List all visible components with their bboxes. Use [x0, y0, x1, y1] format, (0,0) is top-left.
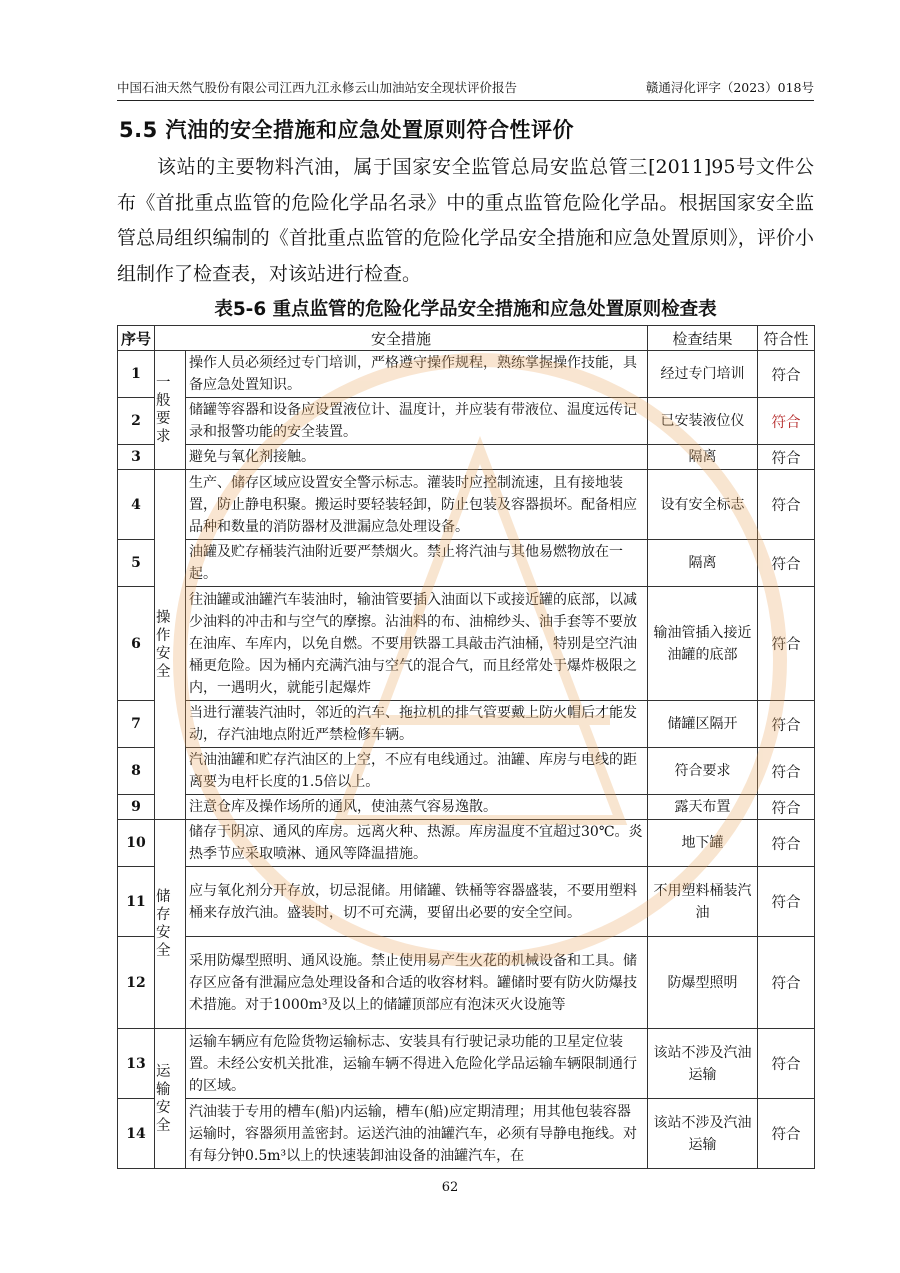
page-number: 62 — [441, 1180, 459, 1195]
row-no: 10 — [118, 820, 155, 867]
row-conform: 符合 — [758, 470, 815, 540]
row-conform: 符合 — [758, 587, 815, 701]
intro-paragraph: 该站的主要物料汽油，属于国家安全监管总局安监总管三[2011]95号文件公布《首批重点监管的危险化学品名录》中的重点监管危险化学品。根据国家安全监管总局组织编制的《首批重点监管的危险化学品安全措施和应急处置原则》，评价小组制作了检查表，对该站进行检查。 — [117, 156, 814, 285]
header-conform: 符合性 — [758, 326, 815, 351]
row-measure: 储罐等容器和设备应设置液位计、温度计，并应装有带液位、温度远传记录和报警功能的安全装置。 — [186, 398, 648, 445]
row-result: 设有安全标志 — [648, 470, 758, 540]
row-result: 符合要求 — [648, 748, 758, 795]
table-row — [118, 937, 815, 1029]
table-row — [118, 587, 815, 701]
category-transport: 运输安全 — [155, 1029, 186, 1169]
row-result: 该站不涉及汽油运输 — [648, 1029, 758, 1099]
table-row — [118, 351, 815, 398]
table-row — [118, 398, 815, 445]
row-no: 4 — [118, 470, 155, 540]
table-title: 表5-6 重点监管的危险化学品安全措施和应急处置原则检查表 — [214, 299, 717, 320]
row-result: 经过专门培训 — [648, 351, 758, 398]
row-result: 输油管插入接近油罐的底部 — [648, 587, 758, 701]
row-measure: 储存于阴凉、通风的库房。远离火种、热源。库房温度不宜超过30℃。炎热季节应采取喷淋、通风等降温措施。 — [186, 820, 648, 867]
table-header-row — [118, 326, 815, 351]
row-conform: 符合 — [758, 1029, 815, 1099]
table-row — [118, 748, 815, 795]
row-no: 5 — [118, 540, 155, 587]
table-row — [118, 445, 815, 470]
row-measure: 注意仓库及操作场所的通风，使油蒸气容易逸散。 — [186, 795, 648, 820]
row-result: 不用塑料桶装汽油 — [648, 867, 758, 937]
page-header — [117, 78, 814, 98]
row-result: 隔离 — [648, 540, 758, 587]
header-measure: 安全措施 — [155, 326, 648, 351]
category-storage: 储存安全 — [155, 820, 186, 1029]
row-conform: 符合 — [758, 351, 815, 398]
row-measure: 应与氧化剂分开存放，切忌混储。用储罐、铁桶等容器盛装，不要用塑料桶来存放汽油。盛装时，切不可充满，要留出必要的安全空间。 — [186, 867, 648, 937]
row-measure: 采用防爆型照明、通风设施。禁止使用易产生火花的机械设备和工具。储存区应备有泄漏应急处理设备和合适的收容材料。罐储时要有防火防爆技术措施。对于1000m³及以上的储罐顶部应有泡沫灭火设施等 — [186, 937, 648, 1029]
header-report-title: 中国石油天然气股份有限公司江西九江永修云山加油站安全现状评价报告 — [117, 80, 518, 95]
row-measure: 油罐及贮存桶装汽油附近要严禁烟火。禁止将汽油与其他易燃物放在一起。 — [186, 540, 648, 587]
row-conform: 符合 — [758, 937, 815, 1029]
row-no: 8 — [118, 748, 155, 795]
row-no: 14 — [118, 1099, 155, 1169]
row-measure: 当进行灌装汽油时，邻近的汽车、拖拉机的排气管要戴上防火帽后才能发动，存汽油地点附近严禁检修车辆。 — [186, 701, 648, 748]
row-result: 地下罐 — [648, 820, 758, 867]
row-conform: 符合 — [758, 1099, 815, 1169]
row-measure: 生产、储存区域应设置安全警示标志。灌装时应控制流速，且有接地装置，防止静电积聚。搬运时要轻装轻卸，防止包装及容器损坏。配备相应品种和数量的消防器材及泄漏应急处理设备。 — [186, 470, 648, 540]
row-conform: 符合 — [758, 820, 815, 867]
row-no: 12 — [118, 937, 155, 1029]
row-conform: 符合 — [758, 540, 815, 587]
row-measure: 汽油油罐和贮存汽油区的上空，不应有电线通过。油罐、库房与电线的距离要为电杆长度的1.5倍以上。 — [186, 748, 648, 795]
section-title: 5.5 汽油的安全措施和应急处置原则符合性评价 — [119, 118, 575, 142]
row-conform: 符合 — [758, 398, 815, 445]
row-measure: 操作人员必须经过专门培训，严格遵守操作规程，熟练掌握操作技能，具备应急处置知识。 — [186, 351, 648, 398]
header-report-number: 赣通浔化评字（2023）018号 — [645, 80, 814, 95]
row-result: 该站不涉及汽油运输 — [648, 1099, 758, 1169]
header-no: 序号 — [118, 326, 155, 351]
row-no: 3 — [118, 445, 155, 470]
row-result: 已安装液位仪 — [648, 398, 758, 445]
header-result: 检查结果 — [648, 326, 758, 351]
table-row — [118, 540, 815, 587]
row-result: 露天布置 — [648, 795, 758, 820]
row-no: 7 — [118, 701, 155, 748]
row-measure: 往油罐或油罐汽车装油时，输油管要插入油面以下或接近罐的底部，以减少油料的冲击和与空气的摩擦。沾油料的布、油棉纱头、油手套等不要放在油库、车库内，以免自燃。不要用铁器工具敲击汽油桶，特别是空汽油桶更危险。因为桶内充满汽油与空气的混合气，而且经常处于爆炸极限之内，一遇明火，就能引起爆炸 — [186, 587, 648, 701]
table-row — [118, 820, 815, 867]
row-no: 1 — [118, 351, 155, 398]
table-row — [118, 701, 815, 748]
table-row — [118, 867, 815, 937]
table-row — [118, 1099, 815, 1169]
row-result: 储罐区隔开 — [648, 701, 758, 748]
row-result: 隔离 — [648, 445, 758, 470]
row-conform: 符合 — [758, 701, 815, 748]
table-row — [118, 795, 815, 820]
table-row — [118, 470, 815, 540]
row-conform: 符合 — [758, 867, 815, 937]
row-measure: 运输车辆应有危险货物运输标志、安装具有行驶记录功能的卫星定位装置。未经公安机关批准，运输车辆不得进入危险化学品运输车辆限制通行的区域。 — [186, 1029, 648, 1099]
check-table — [117, 325, 815, 1169]
header-rule — [117, 100, 814, 101]
row-measure: 避免与氧化剂接触。 — [186, 445, 648, 470]
row-measure: 汽油装于专用的槽车(船)内运输，槽车(船)应定期清理；用其他包装容器运输时，容器须用盖密封。运送汽油的油罐汽车，必须有导静电拖线。对有每分钟0.5m³以上的快速装卸油设备的油罐汽车，在 — [186, 1099, 648, 1169]
row-conform: 符合 — [758, 795, 815, 820]
row-no: 11 — [118, 867, 155, 937]
row-conform: 符合 — [758, 445, 815, 470]
row-no: 6 — [118, 587, 155, 701]
table-row — [118, 1029, 815, 1099]
row-no: 2 — [118, 398, 155, 445]
row-no: 9 — [118, 795, 155, 820]
row-conform: 符合 — [758, 748, 815, 795]
row-no: 13 — [118, 1029, 155, 1099]
category-general: 一般要求 — [155, 351, 186, 470]
category-operation: 操作安全 — [155, 470, 186, 820]
row-result: 防爆型照明 — [648, 937, 758, 1029]
